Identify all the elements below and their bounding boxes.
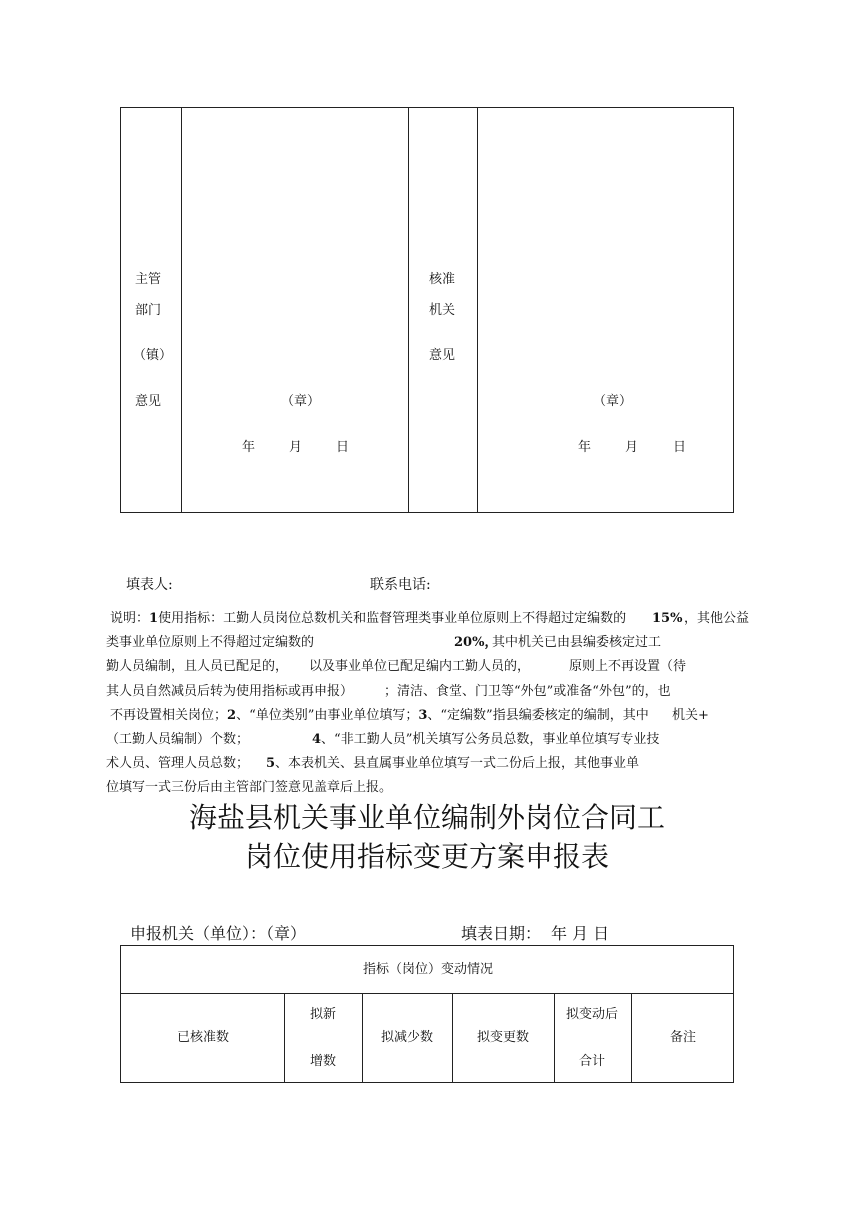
supervisor-date-day: 日 [336, 440, 350, 455]
note-text: 以及事业单位已配足编内工勤人员的， [309, 659, 531, 674]
table-divider [631, 993, 632, 1082]
note-text: 类事业单位原则上不得超过定编数的 [106, 635, 315, 650]
supervisor-label-1: 主管 [135, 272, 162, 287]
note-text: 其人员自然减员后转为使用指标或再申报） [106, 684, 354, 699]
note-text: 不再设置相关岗位； [110, 708, 228, 723]
col-change-count: 拟变更数 [476, 1030, 530, 1045]
note-text: 、“单位类别”由事业单位填写； [236, 708, 419, 723]
note-text: 、“非工勤人员”机关填写公务员总数，事业单位填写专业技 [321, 732, 660, 747]
note-percent-20: 20%， [454, 635, 498, 650]
note-text: ，其他公益 [684, 611, 750, 626]
note-number: 3 [418, 708, 428, 723]
supervisor-date-year: 年 [242, 440, 256, 455]
approval-table [120, 107, 734, 513]
note-number: 1 [149, 611, 159, 626]
date-label: 填表日期： [461, 924, 542, 943]
note-text: （工勤人员编制）个数； [106, 732, 250, 747]
note-text: 、“定编数”指县编委核定的编制，其中 [427, 708, 649, 723]
phone-label: 联系电话: [370, 577, 431, 593]
table-divider [121, 993, 733, 994]
approver-label-2: 机关 [429, 303, 456, 318]
page-title-line1: 海盐县机关事业单位编制外岗位合同工 [188, 801, 666, 834]
note-text: 机关+ [672, 708, 709, 723]
page-title-line2: 岗位使用指标变更方案申报表 [244, 840, 610, 873]
col-new-add-top: 拟新 [309, 1007, 337, 1022]
col-total-bottom: 合计 [578, 1054, 606, 1069]
supervisor-label-2: 部门 [135, 303, 162, 318]
col-remarks: 备注 [669, 1030, 697, 1045]
note-text: 术人员、管理人员总数； [106, 756, 250, 771]
applicant-label: 申报机关（单位）：（章） [130, 924, 307, 943]
col-new-add-bottom: 增数 [309, 1054, 337, 1069]
supervisor-label-4: 意见 [135, 394, 162, 409]
table-divider [284, 993, 285, 1082]
change-table [120, 945, 734, 1083]
note-text: 使用指标：工勤人员岗位总数机关和监督管理类事业单位原则上不得超过定编数的 [158, 611, 627, 626]
table-caption: 指标（岗位）变动情况 [362, 962, 494, 977]
supervisor-label-3: （镇） [133, 348, 173, 363]
approver-date-day: 日 [673, 440, 687, 455]
note-text: 其中机关已由县编委核定过工 [492, 635, 662, 650]
approver-date-month: 月 [625, 440, 639, 455]
approver-label-1: 核准 [429, 272, 456, 287]
table-divider [477, 108, 478, 512]
note-text: 、本表机关、县直属事业单位填写一式二份后上报，其他事业单 [275, 756, 640, 771]
date-value: 年 月 日 [551, 924, 610, 943]
notes-intro: 说明： [110, 611, 150, 626]
note-number: 2 [227, 708, 237, 723]
approver-date-year: 年 [578, 440, 592, 455]
table-divider [408, 108, 409, 512]
table-divider [362, 993, 363, 1082]
approver-seal: （章） [593, 394, 633, 409]
col-reduce-count: 拟减少数 [380, 1030, 434, 1045]
filler-label: 填表人: [126, 577, 173, 593]
supervisor-date-month: 月 [289, 440, 303, 455]
note-number: 5 [266, 756, 276, 771]
note-number: 4 [312, 732, 322, 747]
table-divider [452, 993, 453, 1082]
note-text: ；清洁、食堂、门卫等“外包”或准备“外包”的，也 [384, 684, 671, 699]
note-text: 位填写一式三份后由主管部门签意见盖章后上报。 [106, 780, 393, 795]
note-percent-15: 15% [652, 611, 683, 626]
note-text: 原则上不再设置（待 [569, 659, 687, 674]
approver-label-3: 意见 [429, 348, 456, 363]
table-divider [554, 993, 555, 1082]
supervisor-seal: （章） [281, 394, 321, 409]
note-text: 勤人员编制，且人员已配足的， [106, 659, 289, 674]
col-approved-count: 已核准数 [176, 1030, 230, 1045]
col-total-top: 拟变动后 [565, 1007, 619, 1022]
table-divider [181, 108, 182, 512]
